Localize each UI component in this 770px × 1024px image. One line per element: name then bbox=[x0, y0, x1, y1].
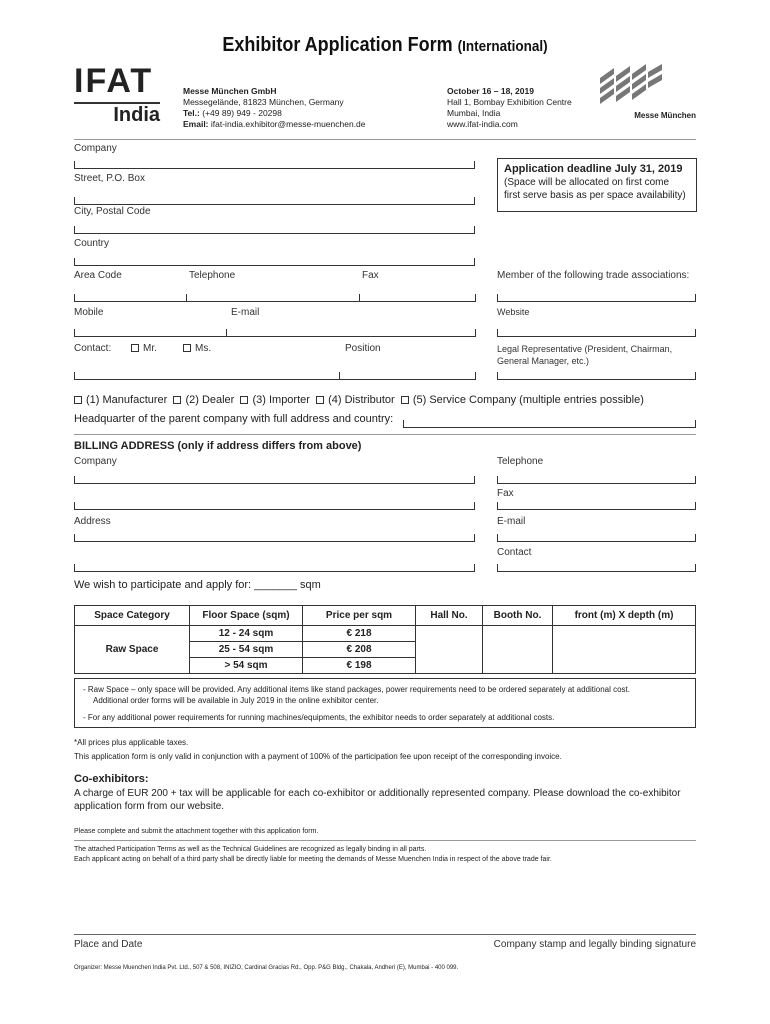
billing-contact-field[interactable] bbox=[497, 564, 696, 572]
header-hall-no: Hall No. bbox=[416, 606, 483, 626]
headquarter-label: Headquarter of the parent company with full address and country: bbox=[74, 413, 394, 425]
category-3[interactable]: (3) Importer bbox=[240, 394, 309, 406]
booth-no-cell[interactable] bbox=[483, 626, 553, 674]
website-field[interactable] bbox=[497, 329, 696, 337]
category-5[interactable]: (5) Service Company (multiple entries possible) bbox=[401, 394, 644, 406]
checkbox-icon bbox=[131, 344, 139, 352]
billing-company-label: Company bbox=[74, 456, 117, 467]
email-label: E-mail bbox=[231, 307, 260, 318]
fax-label: Fax bbox=[362, 270, 379, 281]
city-field[interactable] bbox=[74, 226, 475, 234]
category-2[interactable]: (2) Dealer bbox=[173, 394, 234, 406]
company-field[interactable] bbox=[74, 161, 475, 169]
country-field[interactable] bbox=[74, 258, 475, 266]
messe-muenchen-logo: Messe München bbox=[600, 64, 696, 120]
page-title: Exhibitor Application Form (International) bbox=[222, 34, 548, 56]
mobile-label: Mobile bbox=[74, 307, 104, 318]
contact-label: Contact: bbox=[74, 343, 112, 354]
country-label: Country bbox=[74, 238, 110, 249]
trade-associations-field[interactable] bbox=[497, 294, 696, 302]
billing-telephone-field[interactable] bbox=[497, 476, 696, 484]
event-info: October 16 – 18, 2019 Hall 1, Bombay Exhibition Centre Mumbai, India www.ifat-india.com bbox=[447, 86, 572, 129]
billing-fax-label: Fax bbox=[497, 488, 514, 499]
organizer-footer: Organizer: Messe Muenchen India Pvt. Ltd., 507 & 508, INIZIO, Cardinal Gracias Rd., Opp. P&G Bldg., Chakala, Andheri (E), Mumbai - 400 099. bbox=[74, 965, 459, 971]
terms-note: The attached Participation Terms as well as the Technical Guidelines are recognized as legally binding in all parts. Each applicant acting on behalf of a third party shall be directly liable for meeting the demands of Messe Muenchen India in respect of the above trade fair. bbox=[74, 846, 552, 863]
billing-address-label: Address bbox=[74, 516, 111, 527]
coexhibitors-heading: Co-exhibitors: bbox=[74, 773, 149, 785]
phone-fax-field[interactable] bbox=[74, 294, 475, 302]
prices-note: *All prices plus applicable taxes. bbox=[74, 738, 189, 747]
submit-note: Please complete and submit the attachment together with this application form. bbox=[74, 828, 319, 835]
header-space-category: Space Category bbox=[75, 606, 190, 626]
deadline-box: Application deadline July 31, 2019 (Space will be allocated on first come first serve basis as per space availability) bbox=[497, 158, 697, 212]
legal-rep-field[interactable] bbox=[497, 372, 696, 380]
organizer-address: Messe München GmbH Messegelände, 81823 München, Germany Tel.: (+49 89) 949 - 20298 Email: ifat-india.exhibitor@messe-muenchen.de bbox=[183, 86, 366, 129]
table-row: > 54 sqm € 198 bbox=[75, 658, 696, 674]
company-label: Company bbox=[74, 143, 117, 154]
billing-heading: BILLING ADDRESS (only if address differs from above) bbox=[74, 440, 362, 452]
front-depth-cell[interactable] bbox=[553, 626, 696, 674]
header-booth-no: Booth No. bbox=[483, 606, 553, 626]
exhibitor-categories bbox=[74, 394, 644, 406]
header-price: Price per sqm bbox=[303, 606, 416, 626]
category-4[interactable]: (4) Distributor bbox=[316, 394, 395, 406]
street-field[interactable] bbox=[74, 197, 475, 205]
billing-telephone-label: Telephone bbox=[497, 456, 544, 467]
header-floor-space: Floor Space (sqm) bbox=[190, 606, 303, 626]
notes-box: - Raw Space – only space will be provided. Any additional items like stand packages, power requirements need to be ordered separately at additional cost. Additional order forms will be available in July 2019 in the online exhibitor center. - For any additional power requirements for running machines/equipments, the exhibitor needs to order separately at additional costs. bbox=[74, 678, 696, 728]
billing-address-field[interactable] bbox=[74, 534, 475, 542]
space-table bbox=[74, 605, 696, 674]
website-label: Website bbox=[497, 307, 530, 317]
street-label: Street, P.O. Box bbox=[74, 173, 145, 184]
checkbox-icon bbox=[183, 344, 191, 352]
billing-fax-field[interactable] bbox=[497, 502, 696, 510]
area-code-label: Area Code bbox=[74, 270, 122, 281]
position-label: Position bbox=[345, 343, 381, 354]
billing-company-field[interactable] bbox=[74, 476, 475, 484]
apply-sqm-text: We wish to participate and apply for: _______ sqm bbox=[74, 579, 321, 591]
billing-email-field[interactable] bbox=[497, 534, 696, 542]
stamp-signature-label: Company stamp and legally binding signature bbox=[493, 939, 696, 950]
place-date-label: Place and Date bbox=[74, 939, 143, 950]
table-row: 25 - 54 sqm € 208 bbox=[75, 642, 696, 658]
billing-email-label: E-mail bbox=[497, 516, 526, 527]
mr-checkbox[interactable]: Mr. bbox=[131, 343, 157, 354]
billing-company-field-2[interactable] bbox=[74, 502, 475, 510]
billing-contact-label: Contact bbox=[497, 547, 532, 558]
space-category-cell: Raw Space bbox=[75, 626, 190, 674]
mm-logo-icon bbox=[600, 64, 662, 106]
city-label: City, Postal Code bbox=[74, 206, 151, 217]
table-row: Raw Space 12 - 24 sqm € 218 bbox=[75, 626, 696, 642]
trade-associations-label: Member of the following trade associations: bbox=[497, 270, 690, 281]
mobile-email-field[interactable] bbox=[74, 329, 475, 337]
telephone-label: Telephone bbox=[189, 270, 236, 281]
legal-rep-label: Legal Representative (President, Chairman, General Manager, etc.) bbox=[497, 344, 673, 366]
hall-no-cell[interactable] bbox=[416, 626, 483, 674]
coexhibitors-text: A charge of EUR 200 + tax will be applicable for each co-exhibitor or additionally represented company. Please download the co-exhibitor application form from our website. bbox=[74, 788, 681, 812]
valid-note: This application form is only valid in conjunction with a payment of 100% of the participation fee upon receipt of the corresponding invoice. bbox=[74, 752, 562, 761]
category-1[interactable]: (1) Manufacturer bbox=[74, 394, 167, 406]
ifat-india-logo: IFAT India bbox=[74, 62, 160, 126]
headquarter-field[interactable] bbox=[403, 420, 696, 428]
contact-position-field[interactable] bbox=[74, 372, 475, 380]
ms-checkbox[interactable]: Ms. bbox=[183, 343, 211, 354]
billing-address-field-2[interactable] bbox=[74, 564, 475, 572]
header-front-depth: front (m) X depth (m) bbox=[553, 606, 696, 626]
